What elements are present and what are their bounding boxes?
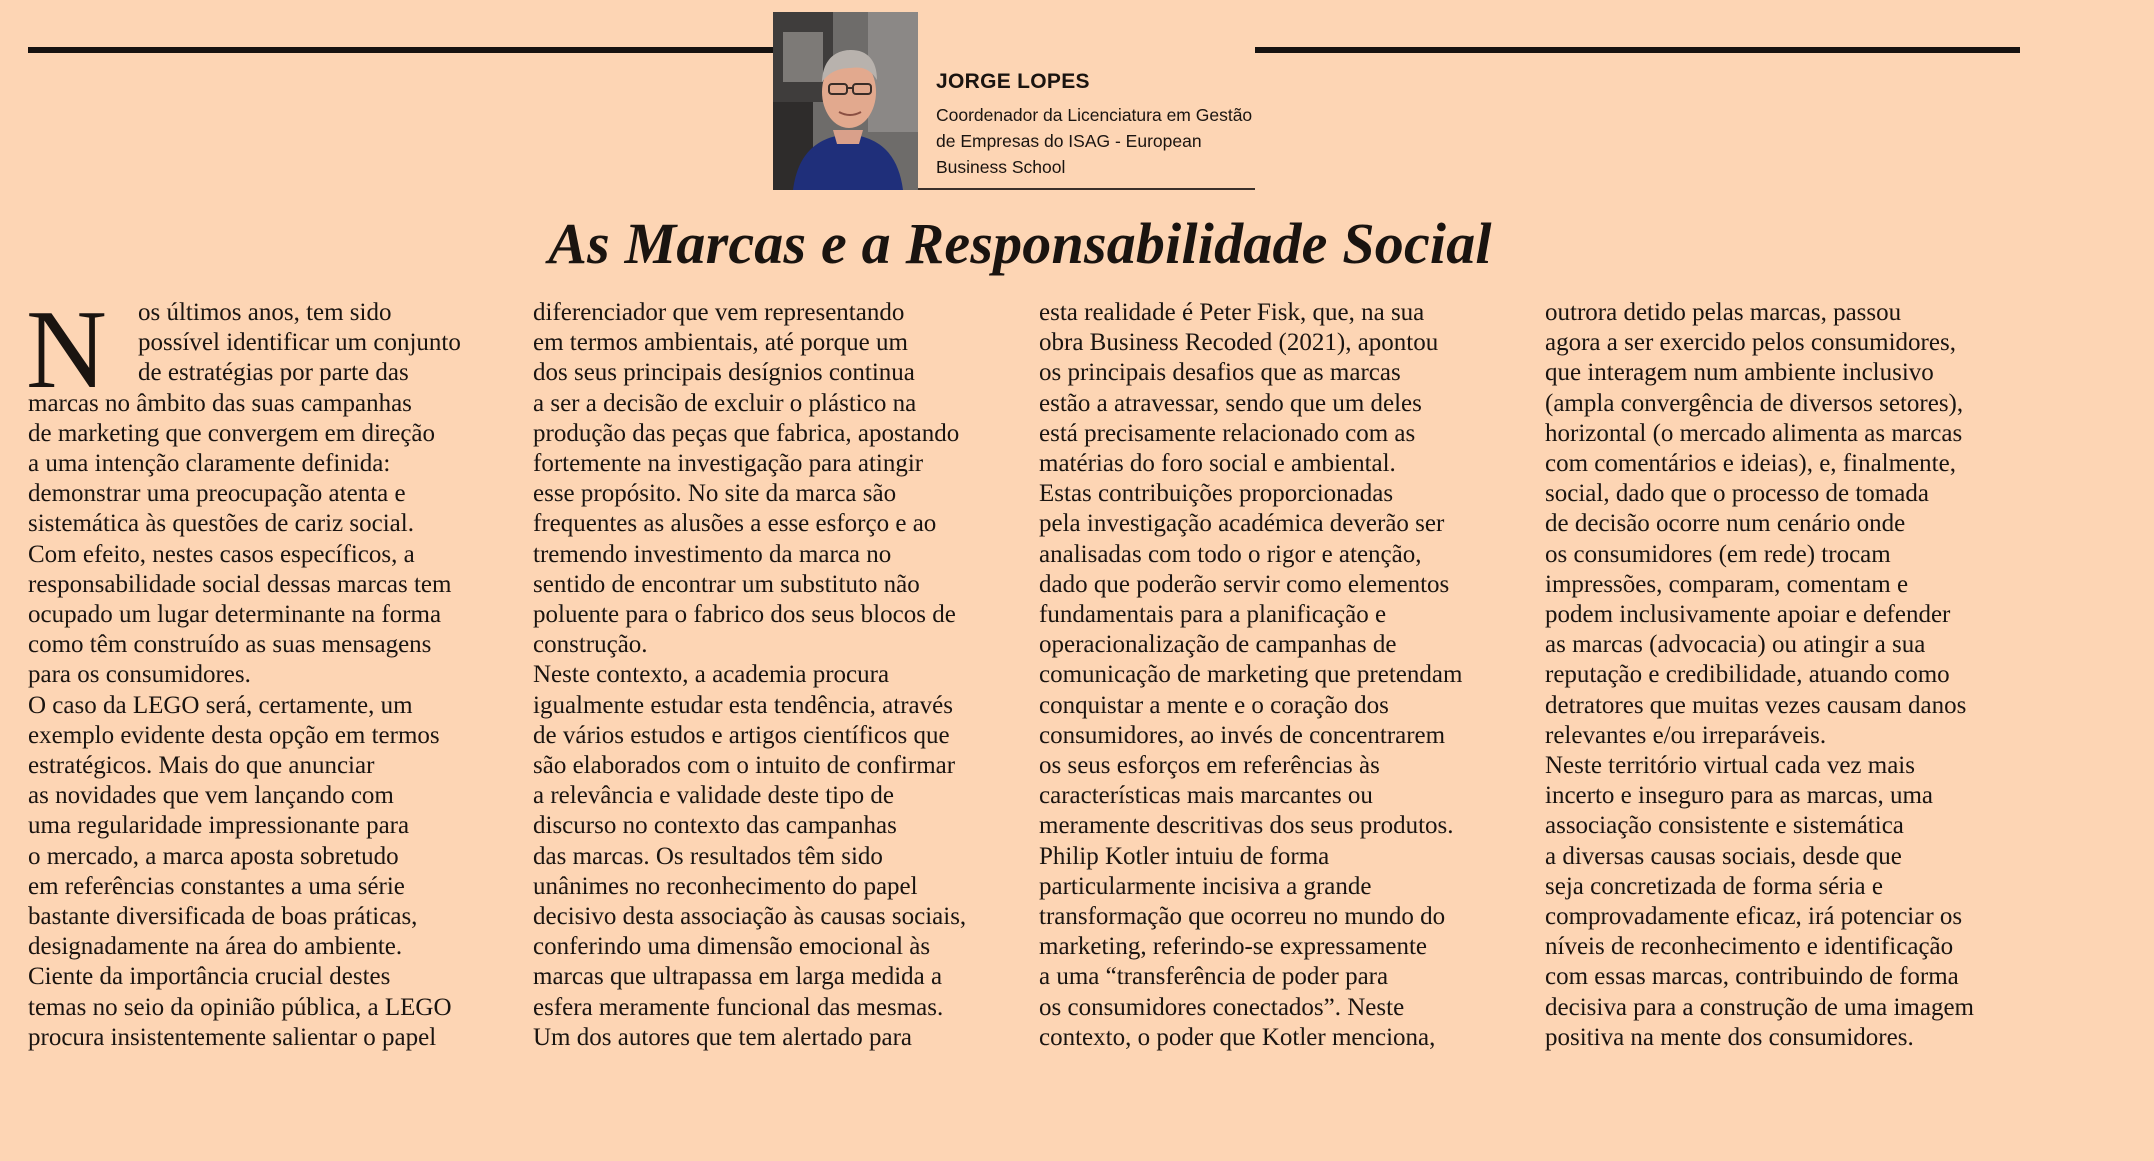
text-line: reputação e credibilidade, atuando como xyxy=(1545,661,1950,689)
text-line: produção das peças que fabrica, apostando xyxy=(533,419,960,447)
text-line: O caso da LEGO será, certamente, um xyxy=(28,691,413,719)
text-line: para os consumidores. xyxy=(28,661,251,689)
text-line: em termos ambientais, até porque um xyxy=(533,329,908,357)
text-line: em referências constantes a uma série xyxy=(28,872,405,900)
text-line: Com efeito, nestes casos específicos, a xyxy=(28,540,415,568)
text-line: (ampla convergência de diversos setores), xyxy=(1545,389,1964,417)
text-line: a relevância e validade deste tipo de xyxy=(533,782,894,810)
text-line: são elaborados com o intuito de confirmar xyxy=(533,752,956,780)
text-line: procura insistentemente salientar o papel xyxy=(28,1023,437,1051)
text-line: associação consistente e sistemática xyxy=(1545,812,1904,840)
author-photo xyxy=(773,12,918,190)
text-line: positiva na mente dos consumidores. xyxy=(1545,1023,1914,1051)
drop-cap: N xyxy=(26,288,107,412)
text-line: que interagem num ambiente inclusivo xyxy=(1545,359,1934,387)
author-underline xyxy=(918,188,1255,190)
text-line: particularmente incisiva a grande xyxy=(1039,872,1372,900)
author-role xyxy=(936,102,1266,180)
text-line: de estratégias por parte das xyxy=(138,359,409,387)
text-line: detratores que muitas vezes causam danos xyxy=(1545,691,1967,719)
text-line: uma regularidade impressionante para xyxy=(28,812,410,840)
author-info xyxy=(936,70,1266,180)
text-line: decisivo desta associação às causas sociais, xyxy=(533,903,967,931)
text-line: está precisamente relacionado com as xyxy=(1039,419,1416,447)
text-line: das marcas. Os resultados têm sido xyxy=(533,842,883,870)
text-line: fortemente na investigação para atingir xyxy=(533,450,924,478)
text-line: as novidades que vem lançando com xyxy=(28,782,394,810)
author-role-line: Coordenador da Licenciatura em Gestão xyxy=(936,105,1253,125)
author-role-line: Business School xyxy=(936,157,1066,177)
text-line: tremendo investimento da marca no xyxy=(533,540,892,568)
text-line: com essas marcas, contribuindo de forma xyxy=(1545,963,1959,991)
text-line: comunicação de marketing que pretendam xyxy=(1039,661,1463,689)
text-line: Philip Kotler intuiu de forma xyxy=(1039,842,1330,870)
text-line: marketing, referindo-se expressamente xyxy=(1039,933,1428,961)
text-line: relevantes e/ou irreparáveis. xyxy=(1545,721,1827,749)
text-line: a ser a decisão de excluir o plástico na xyxy=(533,389,917,417)
text-line: demonstrar uma preocupação atenta e xyxy=(28,480,406,508)
text-line: decisiva para a construção de uma imagem xyxy=(1545,993,1974,1021)
text-line: unânimes no reconhecimento do papel xyxy=(533,872,918,900)
text-line: com comentários e ideias), e, finalmente, xyxy=(1545,450,1956,478)
text-line: sistemática às questões de cariz social. xyxy=(28,510,414,538)
text-line: ocupado um lugar determinante na forma xyxy=(28,601,442,629)
text-line: impressões, comparam, comentam e xyxy=(1545,570,1909,598)
text-line: de vários estudos e artigos científicos que xyxy=(533,721,950,749)
text-line: esse propósito. No site da marca são xyxy=(533,480,897,508)
text-line: transformação que ocorreu no mundo do xyxy=(1039,903,1446,931)
text-line: os seus esforços em referências às xyxy=(1039,752,1380,780)
article-column-3 xyxy=(1039,298,1529,1053)
text-line: fundamentais para a planificação e xyxy=(1039,601,1387,629)
text-line: características mais marcantes ou xyxy=(1039,782,1373,810)
text-line: analisadas com todo o rigor e atenção, xyxy=(1039,540,1422,568)
article-column-1 xyxy=(26,288,518,1053)
text-line: horizontal (o mercado alimenta as marcas xyxy=(1545,419,1963,447)
text-line: meramente descritivas dos seus produtos. xyxy=(1039,812,1454,840)
text-line: esfera meramente funcional das mesmas. xyxy=(533,993,944,1021)
text-line: os consumidores conectados”. Neste xyxy=(1039,993,1405,1021)
text-line: conferindo uma dimensão emocional às xyxy=(533,933,931,961)
text-line: Neste território virtual cada vez mais xyxy=(1545,752,1915,780)
author-name: JORGE LOPES xyxy=(936,70,1090,93)
text-line: matérias do foro social e ambiental. xyxy=(1039,450,1396,478)
article-column-2 xyxy=(533,298,1023,1053)
text-line: podem inclusivamente apoiar e defender xyxy=(1545,601,1951,629)
text-line: operacionalização de campanhas de xyxy=(1039,631,1397,659)
text-line: Um dos autores que tem alertado para xyxy=(533,1023,913,1051)
text-line: Ciente da importância crucial destes xyxy=(28,963,391,991)
text-line: responsabilidade social dessas marcas tem xyxy=(28,570,452,598)
text-line: diferenciador que vem representando xyxy=(533,299,905,326)
text-line: estão a atravessar, sendo que um deles xyxy=(1039,389,1422,417)
text-line: as marcas (advocacia) ou atingir a sua xyxy=(1545,631,1926,659)
text-line: seja concretizada de forma séria e xyxy=(1545,872,1883,900)
text-line: pela investigação académica deverão ser xyxy=(1039,510,1445,538)
text-line: designadamente na área do ambiente. xyxy=(28,933,403,961)
text-line: como têm construído as suas mensagens xyxy=(28,631,432,659)
text-line: exemplo evidente desta opção em termos xyxy=(28,721,440,749)
text-line: a uma “transferência de poder para xyxy=(1039,963,1389,991)
text-line: esta realidade é Peter Fisk, que, na sua xyxy=(1039,299,1425,326)
text-line: possível identificar um conjunto xyxy=(138,329,461,357)
text-line: agora a ser exercido pelos consumidores, xyxy=(1545,329,1956,357)
text-line: conquistar a mente e o coração dos xyxy=(1039,691,1389,719)
text-line: os consumidores (em rede) trocam xyxy=(1545,540,1891,568)
text-line: comprovadamente eficaz, irá potenciar os xyxy=(1545,903,1963,931)
text-line: construção. xyxy=(533,631,648,659)
author-role-line: de Empresas do ISAG - European xyxy=(936,131,1202,151)
text-line: igualmente estudar esta tendência, através xyxy=(533,691,953,719)
text-line: o mercado, a marca aposta sobretudo xyxy=(28,842,399,870)
text-line: incerto e inseguro para as marcas, uma xyxy=(1545,782,1934,810)
text-line: marcas no âmbito das suas campanhas xyxy=(28,389,412,417)
text-line: temas no seio da opinião pública, a LEGO xyxy=(28,993,452,1021)
text-line: de marketing que convergem em direção xyxy=(28,419,436,447)
text-line: consumidores, ao invés de concentrarem xyxy=(1039,721,1446,749)
text-line: marcas que ultrapassa em larga medida a xyxy=(533,963,943,991)
text-line: dado que poderão servir como elementos xyxy=(1039,570,1450,598)
text-line: a diversas causas sociais, desde que xyxy=(1545,842,1902,870)
text-line: frequentes as alusões a esse esforço e ao xyxy=(533,510,937,538)
text-line: social, dado que o processo de tomada xyxy=(1545,480,1929,508)
text-line: dos seus principais desígnios continua xyxy=(533,359,915,387)
text-line: de decisão ocorre num cenário onde xyxy=(1545,510,1906,538)
text-line: estratégicos. Mais do que anunciar xyxy=(28,752,375,780)
text-line: os principais desafios que as marcas xyxy=(1039,359,1401,387)
text-line: a uma intenção claramente definida: xyxy=(28,450,391,478)
article-title: As Marcas e a Responsabilidade Social xyxy=(548,211,1492,276)
text-line: os últimos anos, tem sido xyxy=(138,299,392,326)
article-column-4 xyxy=(1545,298,2035,1053)
text-line: níveis de reconhecimento e identificação xyxy=(1545,933,1954,961)
text-line: bastante diversificada de boas práticas, xyxy=(28,903,418,931)
text-line: obra Business Recoded (2021), apontou xyxy=(1039,329,1439,357)
text-line: outrora detido pelas marcas, passou xyxy=(1545,299,1902,326)
author-card xyxy=(773,12,1255,190)
text-line: sentido de encontrar um substituto não xyxy=(533,570,920,598)
text-line: contexto, o poder que Kotler menciona, xyxy=(1039,1023,1436,1051)
text-line: poluente para o fabrico dos seus blocos de xyxy=(533,601,956,629)
text-line: discurso no contexto das campanhas xyxy=(533,812,897,840)
text-line: Estas contribuições proporcionadas xyxy=(1039,480,1394,508)
text-line: Neste contexto, a academia procura xyxy=(533,661,890,689)
